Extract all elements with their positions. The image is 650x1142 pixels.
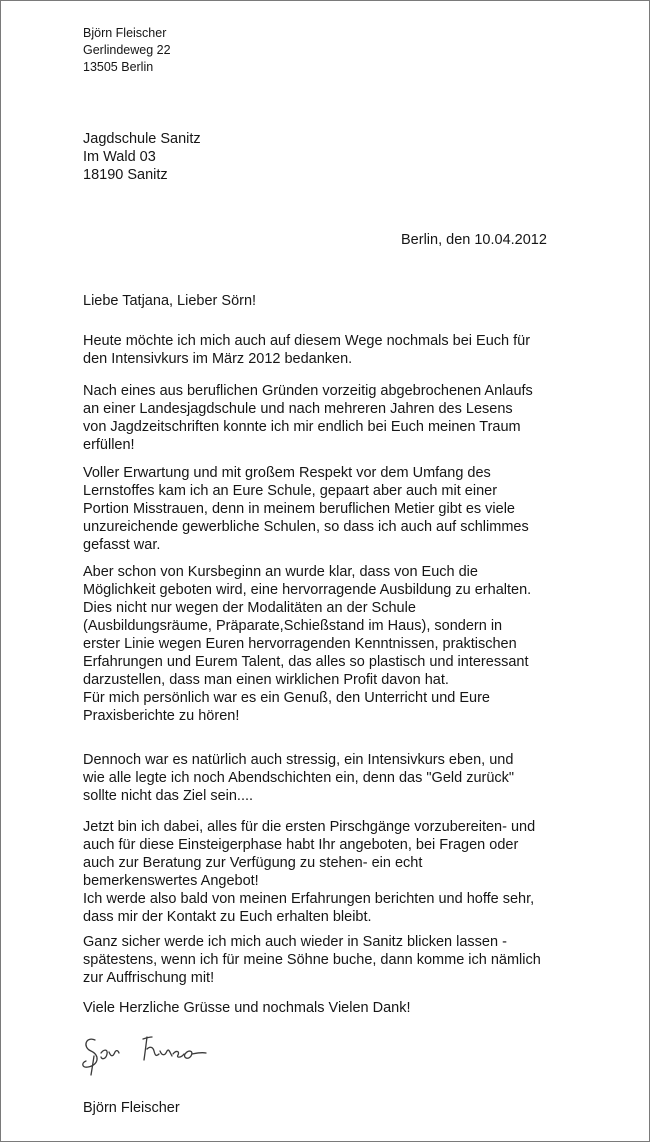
paragraph-line: Ganz sicher werde ich mich auch wieder in Sanitz blicken lassen -	[83, 934, 507, 950]
paragraph-line: Heute möchte ich mich auch auf diesem Wege nochmals bei Euch für	[83, 333, 531, 349]
paragraph-line: spätestens, wenn ich für meine Söhne buche, dann komme ich nämlich	[83, 952, 541, 968]
paragraph-line: unzureichende gewerbliche Schulen, so dass ich auch auf schlimmes	[83, 519, 529, 535]
paragraph-line: zur Auffrischung mit!	[83, 970, 215, 986]
place-and-date: Berlin, den 10.04.2012	[401, 232, 547, 248]
paragraph-thanks	[83, 332, 573, 368]
paragraph-line: an einer Landesjagdschule und nach mehreren Jahren des Lesens	[83, 401, 513, 417]
paragraph-line: Aber schon von Kursbeginn an wurde klar, dass von Euch die	[83, 564, 478, 580]
paragraph-return	[83, 933, 573, 987]
paragraph-next-steps	[83, 818, 573, 926]
paragraph-line: Voller Erwartung und mit großem Respekt vor dem Umfang des	[83, 465, 491, 481]
paragraph-line: von Jagdzeitschriften konnte ich mir endlich bei Euch meinen Traum	[83, 419, 521, 435]
recipient-address	[83, 130, 201, 184]
paragraph-background	[83, 382, 573, 454]
sender-street: Gerlindeweg 22	[83, 43, 171, 57]
salutation: Liebe Tatjana, Lieber Sörn!	[83, 293, 257, 309]
paragraph-line: Portion Misstrauen, denn in meinem beruflichen Metier gibt es viele	[83, 501, 515, 517]
paragraph-line: erfüllen!	[83, 437, 135, 453]
paragraph-line: Praxisberichte zu hören!	[83, 708, 240, 724]
recipient-street: Im Wald 03	[83, 149, 156, 165]
paragraph-course-quality	[83, 563, 573, 725]
paragraph-expectations	[83, 464, 573, 554]
paragraph-line: Lernstoffes kam ich an Eure Schule, gepaart aber auch mit einer	[83, 483, 498, 499]
paragraph-line: Dennoch war es natürlich auch stressig, ein Intensivkurs eben, und	[83, 752, 514, 768]
paragraph-line: Jetzt bin ich dabei, alles für die ersten Pirschgänge vorzubereiten- und	[83, 819, 536, 835]
paragraph-line: darzustellen, dass man einen wirklichen Profit davon hat.	[83, 672, 449, 688]
closing-greeting: Viele Herzliche Grüsse und nochmals Vielen Dank!	[83, 1000, 411, 1016]
paragraph-line: gefasst war.	[83, 537, 161, 553]
paragraph-line: sollte nicht das Ziel sein....	[83, 788, 254, 804]
paragraph-line: Ich werde also bald von meinen Erfahrungen berichten und hoffe sehr,	[83, 891, 535, 907]
signer-name: Björn Fleischer	[83, 1100, 180, 1116]
paragraph-line: auch zur Beratung zur Verfügung zu stehen- ein echt	[83, 855, 423, 871]
sender-address	[83, 25, 171, 76]
paragraph-line: bemerkenswertes Angebot!	[83, 873, 259, 889]
paragraph-line: wie alle legte ich noch Abendschichten ein, denn das "Geld zurück"	[83, 770, 515, 786]
recipient-name: Jagdschule Sanitz	[83, 131, 201, 147]
paragraph-line: Für mich persönlich war es ein Genuß, den Unterricht und Eure	[83, 690, 490, 706]
paragraph-stress	[83, 751, 573, 805]
paragraph-line: Dies nicht nur wegen der Modalitäten an der Schule	[83, 600, 416, 616]
sender-name: Björn Fleischer	[83, 26, 167, 40]
paragraph-line: Möglichkeit geboten wird, eine hervorragende Ausbildung zu erhalten.	[83, 582, 532, 598]
handwritten-signature	[77, 1027, 227, 1077]
paragraph-line: Nach eines aus beruflichen Gründen vorzeitig abgebrochenen Anlaufs	[83, 383, 533, 399]
paragraph-line: den Intensivkurs im März 2012 bedanken.	[83, 351, 353, 367]
signature-icon	[77, 1027, 227, 1077]
paragraph-line: (Ausbildungsräume, Präparate,Schießstand im Haus), sondern in	[83, 618, 503, 634]
paragraph-line: erster Linie wegen Euren hervorragenden Kenntnissen, praktischen	[83, 636, 517, 652]
paragraph-line: dass mir der Kontakt zu Euch erhalten bleibt.	[83, 909, 372, 925]
recipient-city: 18190 Sanitz	[83, 167, 168, 183]
sender-city: 13505 Berlin	[83, 60, 154, 74]
paragraph-line: Erfahrungen und Eurem Talent, das alles so plastisch und interessant	[83, 654, 529, 670]
paragraph-line: auch für diese Einsteigerphase habt Ihr angeboten, bei Fragen oder	[83, 837, 519, 853]
